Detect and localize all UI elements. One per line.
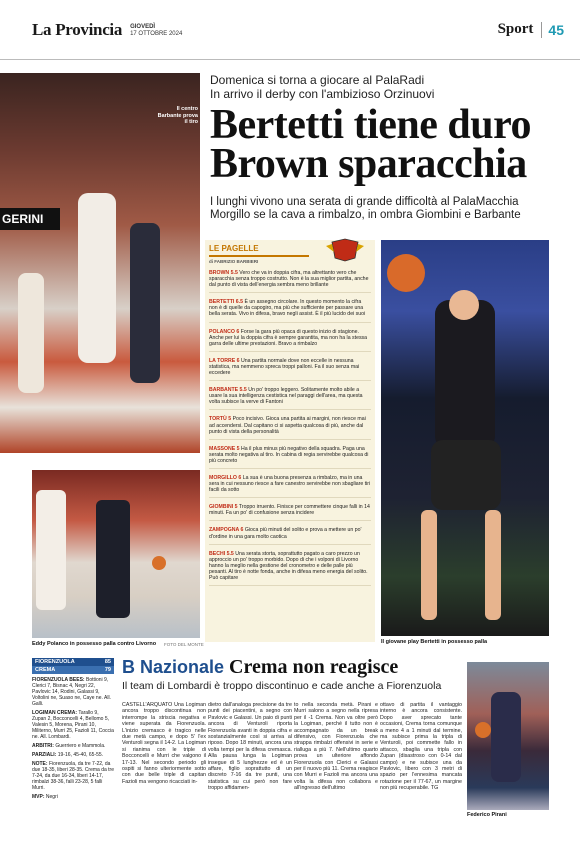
team-away: CREMA <box>35 667 56 673</box>
box-score-line <box>32 761 114 791</box>
page-number: 45 <box>541 22 564 38</box>
pagella-item <box>209 475 371 498</box>
photo-caption-bertetti: Il giovane play Bertetti in possesso palla <box>381 639 488 645</box>
pagella-text: Ha il plus minus più negativo della squadra. Paga una serata molto negativa al tiro. In cabina di regia servirebbe qualcosa di più concreto <box>209 445 369 464</box>
page-header <box>0 0 580 60</box>
photo-credit: FOTO DEL MONTE <box>164 642 204 647</box>
pagelle-byline: di FABRIZIO BARBIERI <box>209 259 259 264</box>
photo-polanco <box>32 470 200 638</box>
box-score-key: MVP: <box>32 794 45 800</box>
basketball-icon <box>475 722 491 738</box>
article-headline <box>210 102 550 187</box>
pagelle-rule <box>209 255 309 257</box>
pagella-player: BERTETTI 6.5 <box>209 299 244 306</box>
pagella-item <box>209 416 371 439</box>
subtitle-line-2: Morgillo se la cava a rimbalzo, in ombra Giombini e Barbante <box>210 209 521 221</box>
player-figure <box>491 692 521 782</box>
subtitle-line-1: I lunghi vivono una serata di grande difficoltà al PalaMacchia <box>210 196 519 208</box>
box-score-value: 19-16, 45-40, 65-55. <box>57 752 104 758</box>
pagella-text: Forse la gara più opaca di questo inizio di stagione. Anche per lui la doppia cifra è sempre garantita, ma non ha la stessa garra delle ultime prestazioni. Bravo a rimbalzo <box>209 328 368 347</box>
pagella-player: MASSONE 5 <box>209 445 240 452</box>
article-column-2: dietro dall'analoga precisione da tre punti dei piacentini, a segno con Pavlovic e Galassi. Un paio di punti ancora di Venturoli riporta Fiorenzuola avanti in doppia cifra e sostanzialmente così si arriva al riposo. Dopo 18 minuti, ancora una volta tempi per la difesa cremasca. Alla pausa lunga la Logiman insegue di 5 lunghezze ed è un affare, figlio soprattutto di un discreto 7-16 da tre punti, una statistica su cui però non fare troppo affidamen- <box>208 702 292 792</box>
box-score-key: LOGIMAN CREMA: <box>32 710 77 716</box>
team-crest-icon <box>322 238 368 262</box>
pagella-item <box>209 387 371 410</box>
pagella-item <box>209 527 371 544</box>
player-figure <box>36 490 66 610</box>
team-home: FIORENZUOLA <box>35 659 75 665</box>
box-score-lines <box>32 677 114 800</box>
kicker-line-2: In arrivo il derby con l'ambizioso Orzinuovi <box>210 87 435 101</box>
photo-bertetti <box>381 240 549 636</box>
photo-banner: GERINI <box>0 208 60 230</box>
score-row-home <box>32 658 114 666</box>
basketball-icon <box>387 254 425 292</box>
pagella-player: POLANCO 6 <box>209 328 240 335</box>
score-row-away <box>32 666 114 674</box>
headline-line-2: Brown sparacchia <box>210 141 527 187</box>
issue-date-text: 17 OTTOBRE 2024 <box>130 31 183 37</box>
pagella-text: Poco incisivo. Gioca una partita ai margini, non riesce mai ad accendersi. Dal capitano ci si aspetta qualcosa di più, anche dal punto di vista della personalità <box>209 416 366 435</box>
pagella-text: Troppo irruento. Finisce per commettere cinque falli in 14 minuti. Fa un po' di confusione senza incidere <box>209 504 370 517</box>
box-score-line <box>32 710 114 740</box>
pagella-text: Una serata storta, soprattutto pagato a caro prezzo un approccio un po' troppo morbido. Dopo di che i volponi di Livorno hanno la meglio nella gestione del cronometro e delle palle più pesanti. Al tiro è notte fonda, anche in difesa meno energia del solito. Può capitare <box>209 550 368 581</box>
bnazionale-title: Crema non reagisce <box>229 656 399 678</box>
player-figure <box>96 500 130 618</box>
pagella-item <box>209 329 371 352</box>
pagella-text: La sua è una buona presenza a rimbalzo, ma in una sera in cui nessuno riesce a fare canestro servirebbe non sbagliare tiri facili da sotto <box>209 474 371 494</box>
issue-date <box>130 24 182 38</box>
photo-caption-polanco: Eddy Polanco in possesso palla contro Livorno <box>32 641 157 647</box>
player-figure <box>78 193 116 363</box>
kicker-line-1: Domenica si torna a giocare al PalaRadi <box>210 73 425 87</box>
scoreboard <box>32 658 114 800</box>
league-name: B Nazionale <box>122 657 225 677</box>
pagella-item <box>209 504 371 521</box>
pagella-player: MORGILLO 6 <box>209 474 242 481</box>
box-score-key: NOTE: <box>32 761 48 767</box>
photo-caption-pirani: Federico Pirani <box>467 812 507 818</box>
pagella-player: BECHI 5.5 <box>209 550 234 557</box>
photo-pirani <box>467 662 549 810</box>
pagella-player: GIOMBINI 5 <box>209 504 238 511</box>
bnazionale-headline <box>122 656 462 679</box>
masthead-logo: La Provincia <box>32 19 123 39</box>
pagella-text: Gioca più minuti del solito e prova a mettere un po' d'ordine in una gara molto caotica <box>209 527 362 540</box>
box-score-line <box>32 677 114 707</box>
player-figure <box>18 273 44 393</box>
box-score-key: PARZIALI: <box>32 752 57 758</box>
player-leg <box>485 510 501 620</box>
section-name: Sport <box>497 21 534 37</box>
pagella-player: LA TORRE 6 <box>209 357 240 364</box>
pagella-text: Un po' troppo leggero. Solitamente molto abile a usare la sua intelligenza cestistica nel paraggi dell'area, ma questa volta subisce la verve di Fantoni <box>209 387 363 406</box>
box-score-value: Negri <box>45 794 58 800</box>
player-head <box>449 290 479 320</box>
box-score-key: ARBITRI: <box>32 743 54 749</box>
box-score-line <box>32 794 114 800</box>
pagella-player: ZAMPOGNA 6 <box>209 527 244 534</box>
headline-line-1: Bertetti tiene duro <box>210 102 531 148</box>
box-score-value: Guerriero e Mammola. <box>55 743 106 749</box>
pagella-item <box>209 299 371 322</box>
box-score-line <box>32 752 114 758</box>
photo-caption-barbante: Il centro Barbante prova il tiro <box>157 106 198 125</box>
pagella-player: BROWN 5.5 <box>209 270 238 276</box>
article-kicker <box>210 73 550 101</box>
score-away: 79 <box>104 667 111 673</box>
article-subtitle <box>210 196 550 222</box>
player-shorts <box>431 440 501 510</box>
article-column-4: ottavo di partita il vantaggio interno è ancora consistente. Dopo aver sprecato tante occasioni, Crema torna comunque a meno 4 a 1 minuti dal termine, ma subisce prima la tripla di Venturoli, poi commette fallo in attacco, sbaglia una tripla con Zupan (disastroso con 0-14 dal campo) e ne subisce una da Pavlovic, libero con 3 metri di spazio per l'ennesima mancata rotazione per il 77-67, un margine non più recuperabile. TG <box>380 702 462 792</box>
pagelle-box <box>205 240 375 642</box>
player-figure <box>435 300 495 450</box>
pagelle-list <box>209 270 371 586</box>
issue-day: GIOVEDÌ <box>130 24 156 30</box>
article-column-1: CASTELL'ARQUATO Una Logiman ancora troppo discontinua non interrompe la striscia negativa e viene superata da Fiorenzuola. L'inizio cremasco è tragico nelle due metà campo, e dopo 5' l'ex Venturoli segna il 14-2. La Logiman si rianima con le triple di Bocconcelli e Murri che valgono il 17-13. Nel secondo periodo gli ospiti si fanno ulteriormente sotto con due belle triple di capitan Fazioli ma vengono ricacciati in- <box>122 702 206 785</box>
pagella-text: Una partita normale dove non eccelle in nessuna statistica, ma nemmeno spreca troppi palloni. Fa il suo senza mai eccedere <box>209 357 360 377</box>
pagella-text: È un assegno circolare. In questo momento la cifra non è di quelle da capogiro, ma più che sufficiente per passare una bella serata. Vivo in difesa, bravo negli assist. È il più lucido dei suoi <box>209 299 366 318</box>
article-column-3: to nella seconda metà. Pirani e Murri salono a segno nella ripresa per il -1 Crema. Non va oltre però la Logiman, perché il tutto non è accompagnato da un break difensivo, con Fiorenzuola che strappa rimbalzi offensivi in serie e rialluga a più 7. Nell'ultimo quarto prova un ulteriore affondo Fiorenzuola con Clerici e Galassi per il nuovo più 11. Crema reagisce con Murri e Fazioli ma ancora una volta la difesa non collabora e all'ingresso dell'ultimo <box>294 702 378 792</box>
box-score-value: Tarallo 9, Zupan 2, Bocconcelli 4, Bellomo 5, Valesin 5, Morena, Pirani 10, Militerno, Murri 25, Fazioli 11, Coccia ne. All. Lombardi. <box>32 710 114 740</box>
player-figure <box>130 223 160 383</box>
player-leg <box>421 510 437 620</box>
pagelle-title: LE PAGELLE <box>209 244 259 253</box>
pagella-item <box>209 270 371 293</box>
score-home: 85 <box>104 659 111 665</box>
box-score-value: Bottioni 9, Clerici 7, Bisnac 4, Negri 22, Pavlovic 14, Rodini, Galassi 9, Voltolini ne, Suaso ne, Caye ne. All. Galli. <box>32 677 111 707</box>
pagella-item <box>209 358 371 381</box>
pagella-item <box>209 446 371 469</box>
photo-barbante-shot <box>0 73 200 453</box>
pagella-player: BARBANTE 5.5 <box>209 387 247 394</box>
pagella-player: TORTÙ 5 <box>209 416 232 423</box>
basketball-icon <box>152 556 166 570</box>
bnazionale-subtitle: Il team di Lombardi è troppo discontinuo e cade anche a Fiorenzuola <box>122 680 442 692</box>
pagella-item <box>209 551 371 586</box>
box-score-key: FIORENZUOLA BEES: <box>32 677 85 683</box>
box-score-value: Fiorenzuola, da tre 7-22, da due 18-35, liberi 28-35. Crema da tre 7-24, da due 16-34, liberi 14-17, rimbalzi 38-36, falli 23-28, 5 falli Murri. <box>32 761 114 791</box>
pagella-text: Vero che va in doppia cifra, ma altrettanto vero che sparacchia senza troppo costrutto. Non è la sua miglior partita, anche dal punto di vista dell'energia sembra meno brillante <box>209 270 369 289</box>
box-score-line <box>32 743 114 749</box>
